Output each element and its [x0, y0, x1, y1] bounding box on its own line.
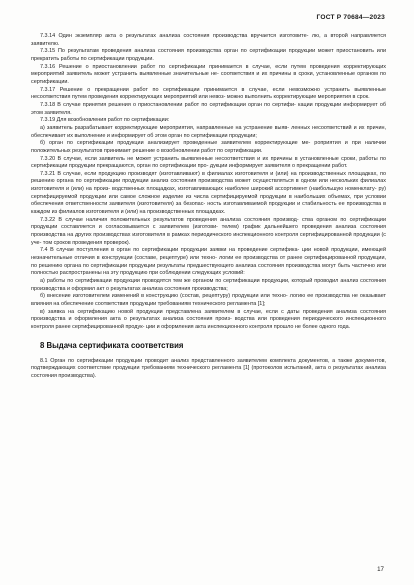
- list-item-v-7-4: в) заявка на сертификацию новой продукции представлена заявителем в случае, если с даты проведения анализа состояния производства и оформления акта о результатах анализа состояния произ- водства или проведения периодического инспекционного контроля ранее сертифицированной продук- ции и оформления акта инспекционного контроля прошло не более одного года.: [31, 308, 386, 330]
- list-item-b: б) орган по сертификации продукции анализирует проведенные заявителем корректирующие ме- роприятия и при наличии положительных результатов принимает решение о возобновлении работ по сертификации.: [31, 140, 386, 154]
- paragraph-7-3-18: 7.3.18 В случае принятия решения о приостановлении работ по сертификации орган по сертифи- кации продукции информирует об этом заявителя.: [31, 101, 386, 116]
- standard-header: ГОСТ Р 70684—2023: [316, 14, 385, 21]
- document-body: [31, 33, 386, 381]
- paragraph-7-3-19: 7.3.19 Для возобновления работ по сертификации:: [40, 117, 170, 124]
- list-item-a-7-4: а) работы по сертификации продукции проводятся тем же органом по сертификации продукции, который проводил анализ состояния производства и оформил акт о результатах анализа состояния производства;: [31, 278, 386, 292]
- paragraph-7-4: 7.4 В случае поступления в орган по сертификации продукции заявки на проведение сертифика- ции новой продукции, имеющей незначительные отличия в конструкции (составе, рецептуре) или техно- логии ее производства от ранее сертифицированной продукции, по решению органа по сертификации продукции результаты предшествующего анализа состояния производства могут быть частично или полностью распространены на эту продукцию при соблюдении следующих условий:: [31, 247, 386, 277]
- paragraph-7-3-17: 7.3.17 Решение о прекращении работ по сертификации принимается в случае, если невозможно устранить выявленные несоответствия путем проведения корректирующих мероприятий или невоз- можно выполнить корректирующие мероприятия в срок.: [31, 86, 386, 101]
- list-item-b-7-4: б) внесение изготовителем изменений в конструкцию (состав, рецептуру) продукции или техно- логию ее производства не оказывает влияния на обеспечение соответствия продукции требованиям технического регламента [1];: [31, 293, 386, 307]
- page-number: 17: [377, 566, 384, 573]
- paragraph-7-3-21: 7.3.21 В случае, если продукцию производят (изготавливают) в филиалах изготовителя и (или) на производственных площадках, по решению органа по сертификации продукции анализ состояния производства может осуществляться в одном или нескольких филиалах изготовителя и (или) на произ- водственных площадках, изготавливающих наиболее широкий ассортимент (наибольшую номенклату- ру) сертифицируемой продукции или самое сложное изделие из числа сертифицируемой продукции в наибольших объемах, при условии обеспечения ответственности заявителя (изготовителя) за безопас- ность изготавливаемой продукции и стабильность ее производства в каждом из филиалов изготовителя и (или) на производственных площадках.: [31, 170, 386, 216]
- paragraph-7-3-15: 7.3.15 По результатам проведения анализа состояния производства орган по сертификации продукции может приостановить или прекратить работы по сертификации продукции.: [31, 48, 386, 62]
- list-item-a: а) заявитель разрабатывает корректирующие мероприятия, направленные на устранение выяв- ленных несоответствий и их причин, обеспечивает их выполнение и информирует об этом орган по сертификации продукции;: [31, 124, 386, 139]
- paragraph-7-3-20: 7.3.20 В случае, если заявитель не может устранить выявленные несоответствия и их причины в установленные сроки, работы по сертификации продукции прекращаются, орган по сертификации про- дукции информирует заявителя о прекращении работ.: [31, 155, 386, 170]
- paragraph-7-3-22: 7.3.22 В случае наличия положительных результатов проведения анализа состояния производ- ства органом по сертификации продукции составляется и согласовывается с заявителем (изготови- телем) график дальнейшего проведения анализа состояния производства на других производствах изготовителя в рамках периодического инспекционного контроля сертифицированной продукции (с уче- том сроков проведения проверок).: [31, 216, 386, 246]
- paragraph-7-3-14: 7.3.14 Один экземпляр акта о результатах анализа состояния производства вручается изготовите- лю, а второй направляется заявителю.: [31, 33, 386, 47]
- section-8-title: 8 Выдача сертификата соответствия: [40, 340, 184, 350]
- paragraph-7-3-16: 7.3.16 Решение о приостановлении работ по сертификации принимается в случае, если путем проведения корректирующих мероприятий заявитель может устранить выявленные значительные не- соответствия и их причины в сроки, установленные органом по сертификации.: [31, 63, 386, 85]
- paragraph-8-1: 8.1 Орган по сертификации продукции проводит анализ представленного заявителем комплекта документов, а также документов, подтверждающих соответствие продукции требованиям технического регламента [1] (протоколов испытаний, акта о результатах анализа состояния производства).: [31, 357, 386, 379]
